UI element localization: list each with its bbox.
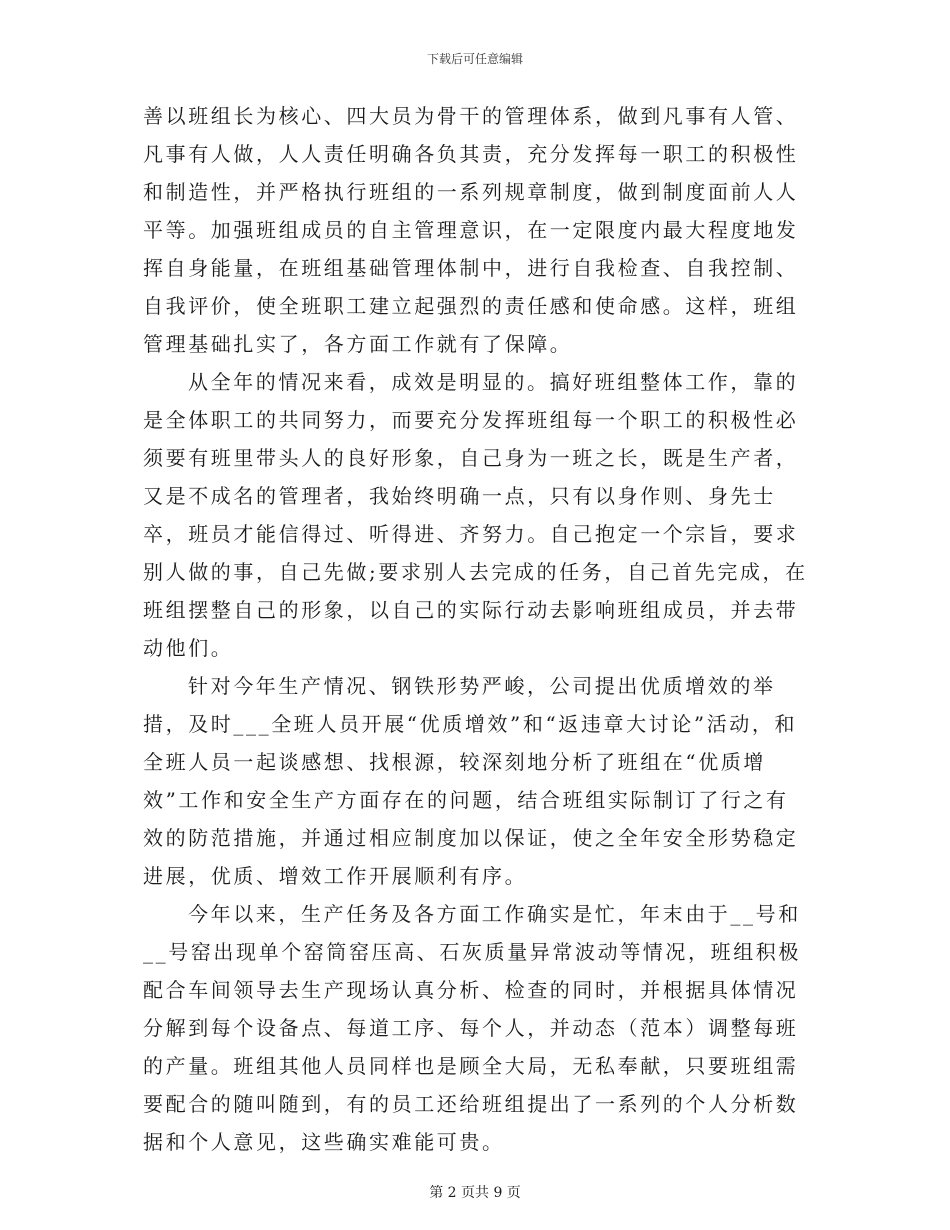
document-body — [143, 97, 809, 1161]
page-footer: 第 2 页共 9 页 — [429, 1185, 521, 1201]
paragraph-4: 今年以来，生产任务及各方面工作确实是忙，年末由于__号和__号窑出现单个窑筒窑压高、石灰质量异常波动等情况，班组积极配合车间领导去生产现场认真分析、检查的同时，并根据具体情况分解到每个设备点、每道工序、每个人，并动态（范本）调整每班的产量。班组其他人员同样也是顾全大局，无私奉献，只要班组需要配合的随叫随到，有的员工还给班组提出了一系列的个人分析数据和个人意见，这些确实难能可贵。 — [143, 902, 801, 1154]
page-header: 下载后可任意编辑 — [426, 52, 523, 66]
paragraph-2: 从全年的情况来看，成效是明显的。搞好班组整体工作，靠的是全体职工的共同努力，而要充分发挥班组每一个职工的积极性必须要有班里带头人的良好形象，自己身为一班之长，既是生产者，又是不成名的管理者，我始终明确一点，只有以身作则、身先士卒，班员才能信得过、听得进、齐努力。自己抱定一个宗旨，要求别人做的事，自己先做;要求别人去完成的任务，自己首先完成，在班组摆整自己的形象，以自己的实际行动去影响班组成员，并去带动他们。 — [143, 370, 808, 660]
paragraph-3: 针对今年生产情况、钢铁形势严峻，公司提出优质增效的举措，及时___全班人员开展“优质增效”和“返违章大讨论”活动，和全班人员一起谈感想、找根源，较深刻地分析了班组在“优质增效”工作和安全生产方面存在的问题，结合班组实际制订了行之有效的防范措施，并通过相应制度加以保证，使之全年安全形势稳定进展，优质、增效工作开展顺利有序。 — [143, 674, 799, 888]
paragraph-1: 善以班组长为核心、四大员为骨干的管理体系，做到凡事有人管、凡事有人做，人人责任明确各负其责，充分发挥每一职工的积极性和制造性，并严格执行班组的一系列规章制度，做到制度面前人人平等。加强班组成员的自主管理意识，在一定限度内最大程度地发挥自身能量，在班组基础管理体制中，进行自我检查、自我控制、自我评价，使全班职工建立起强烈的责任感和使命感。这样，班组管理基础扎实了，各方面工作就有了保障。 — [143, 104, 799, 356]
